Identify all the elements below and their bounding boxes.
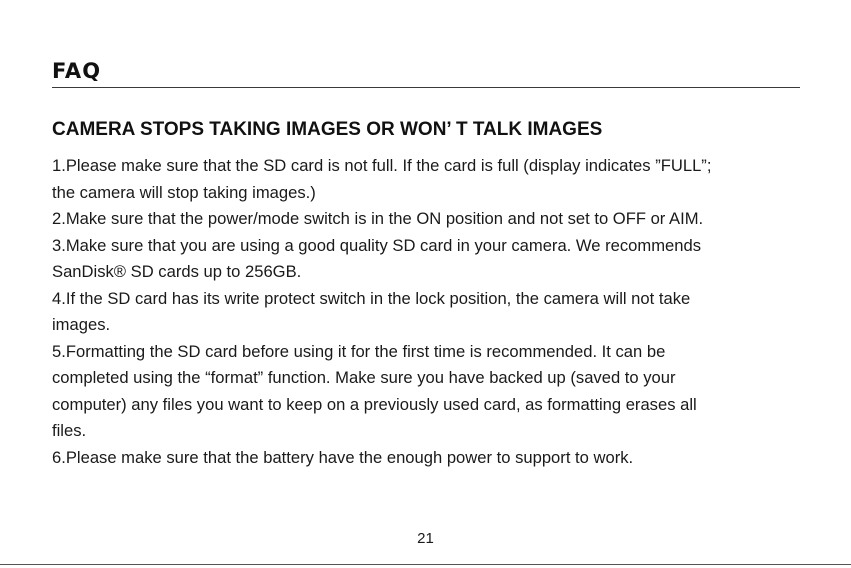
body-line: completed using the “format” function. Make sure you have backed up (saved to your bbox=[52, 368, 676, 387]
body-line: images. bbox=[52, 315, 111, 334]
section-heading: CAMERA STOPS TAKING IMAGES OR WON’ T TALK IMAGES bbox=[52, 119, 603, 140]
body-line: 4.If the SD card has its write protect switch in the lock position, the camera will not take bbox=[52, 288, 691, 308]
faq-body bbox=[52, 153, 812, 471]
body-line: files. bbox=[52, 421, 87, 440]
body-line: 5.Formatting the SD card before using it for the first time is recommended. It can be bbox=[52, 341, 666, 361]
body-line: 2.Make sure that the power/mode switch is in the ON position and not set to OFF or AIM. bbox=[52, 209, 704, 228]
body-line: computer) any files you want to keep on a previously used card, as formatting erases all bbox=[52, 394, 697, 414]
body-line: 6.Please make sure that the battery have the enough power to support to work. bbox=[52, 447, 634, 467]
body-line: SanDisk® SD cards up to 256GB. bbox=[52, 262, 302, 281]
page-title: FAQ bbox=[52, 59, 102, 83]
bottom-divider bbox=[0, 564, 851, 565]
body-line: the camera will stop taking images.) bbox=[52, 182, 316, 202]
page-number: 21 bbox=[417, 530, 434, 547]
body-line: 3.Make sure that you are using a good quality SD card in your camera. We recommends bbox=[52, 235, 702, 255]
header-divider bbox=[52, 87, 800, 88]
body-line: 1.Please make sure that the SD card is not full. If the card is full (display indicates ”FULL”; bbox=[52, 156, 712, 175]
